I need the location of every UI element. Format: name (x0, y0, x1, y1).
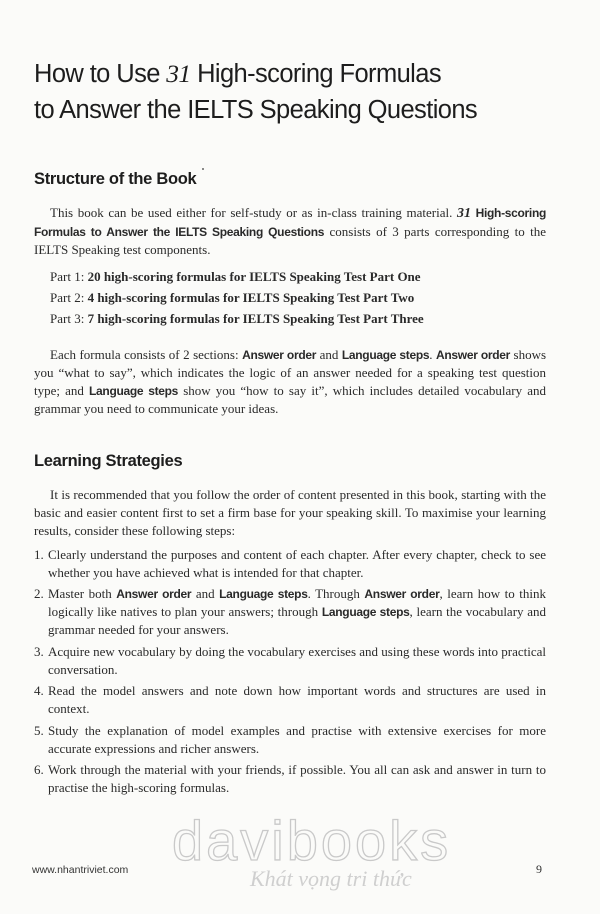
list-item: 4. Read the model answers and note down how important words and structures are used in context. (34, 683, 546, 717)
structure-intro: This book can be used either for self-study or as in-class training material. 31 High-scoring Formulas to Answer the IELTS Speaking Questions consists of 3 parts corresponding to the IELTS Speaking test components. (34, 205, 547, 257)
page-number: 9 (536, 862, 542, 876)
footer-url: www.nhantriviet.com (32, 864, 129, 876)
list-item: 2. Master both Answer order and Language steps. Through Answer order, learn how to think logically like natives to plan your answers; through Language steps, learn the vocabulary and grammar needed for your answers. (34, 586, 547, 638)
title-line-1: How to Use 31 High-scoring Formulas (34, 59, 441, 88)
structure-heading: Structure of the Book (34, 170, 197, 188)
part-item: Part 1: 20 high-scoring formulas for IELTS Speaking Test Part One (50, 269, 421, 284)
watermark-slogan: Khát vọng tri thức (250, 866, 412, 891)
learning-heading: Learning Strategies (34, 452, 183, 470)
formula-description: Each formula consists of 2 sections: Answer order and Language steps. Answer order shows you “what to say”, which indicates the logic of an answer needed for a speaking test question type; and Language steps show you “how to say it”, which includes detailed vocabulary and grammar you need to communicate your ideas. (34, 347, 547, 416)
print-mark (202, 168, 204, 170)
title-number: 31 (166, 59, 191, 88)
watermark-brand: davibooks (172, 809, 452, 872)
page-title (34, 56, 574, 128)
part-item: Part 2: 4 high-scoring formulas for IELTS Speaking Test Part Two (50, 290, 415, 305)
list-item: 6. Work through the material with your friends, if possible. You all can ask and answer in turn to practise the high-scoring formulas. (34, 761, 546, 795)
steps-list (34, 546, 546, 800)
part-item: Part 3: 7 high-scoring formulas for IELTS Speaking Test Part Three (50, 311, 424, 326)
list-item: 1. Clearly understand the purposes and content of each chapter. After every chapter, check to see whether you have achieved what is intended for that chapter. (34, 547, 546, 580)
list-item: 5. Study the explanation of model examples and practise with extensive exercises for more accurate expressions and richer answers. (34, 722, 546, 756)
title-line-2: to Answer the IELTS Speaking Questions (34, 96, 478, 124)
learning-intro: It is recommended that you follow the order of content presented in this book, starting with the basic and easier content first to set a firm base for your speaking skill. To maximise your learning results, consider these following steps: (34, 487, 546, 538)
parts-list (50, 266, 424, 329)
list-item: 3. Acquire new vocabulary by doing the vocabulary exercises and using these words into practical conversation. (34, 643, 546, 677)
